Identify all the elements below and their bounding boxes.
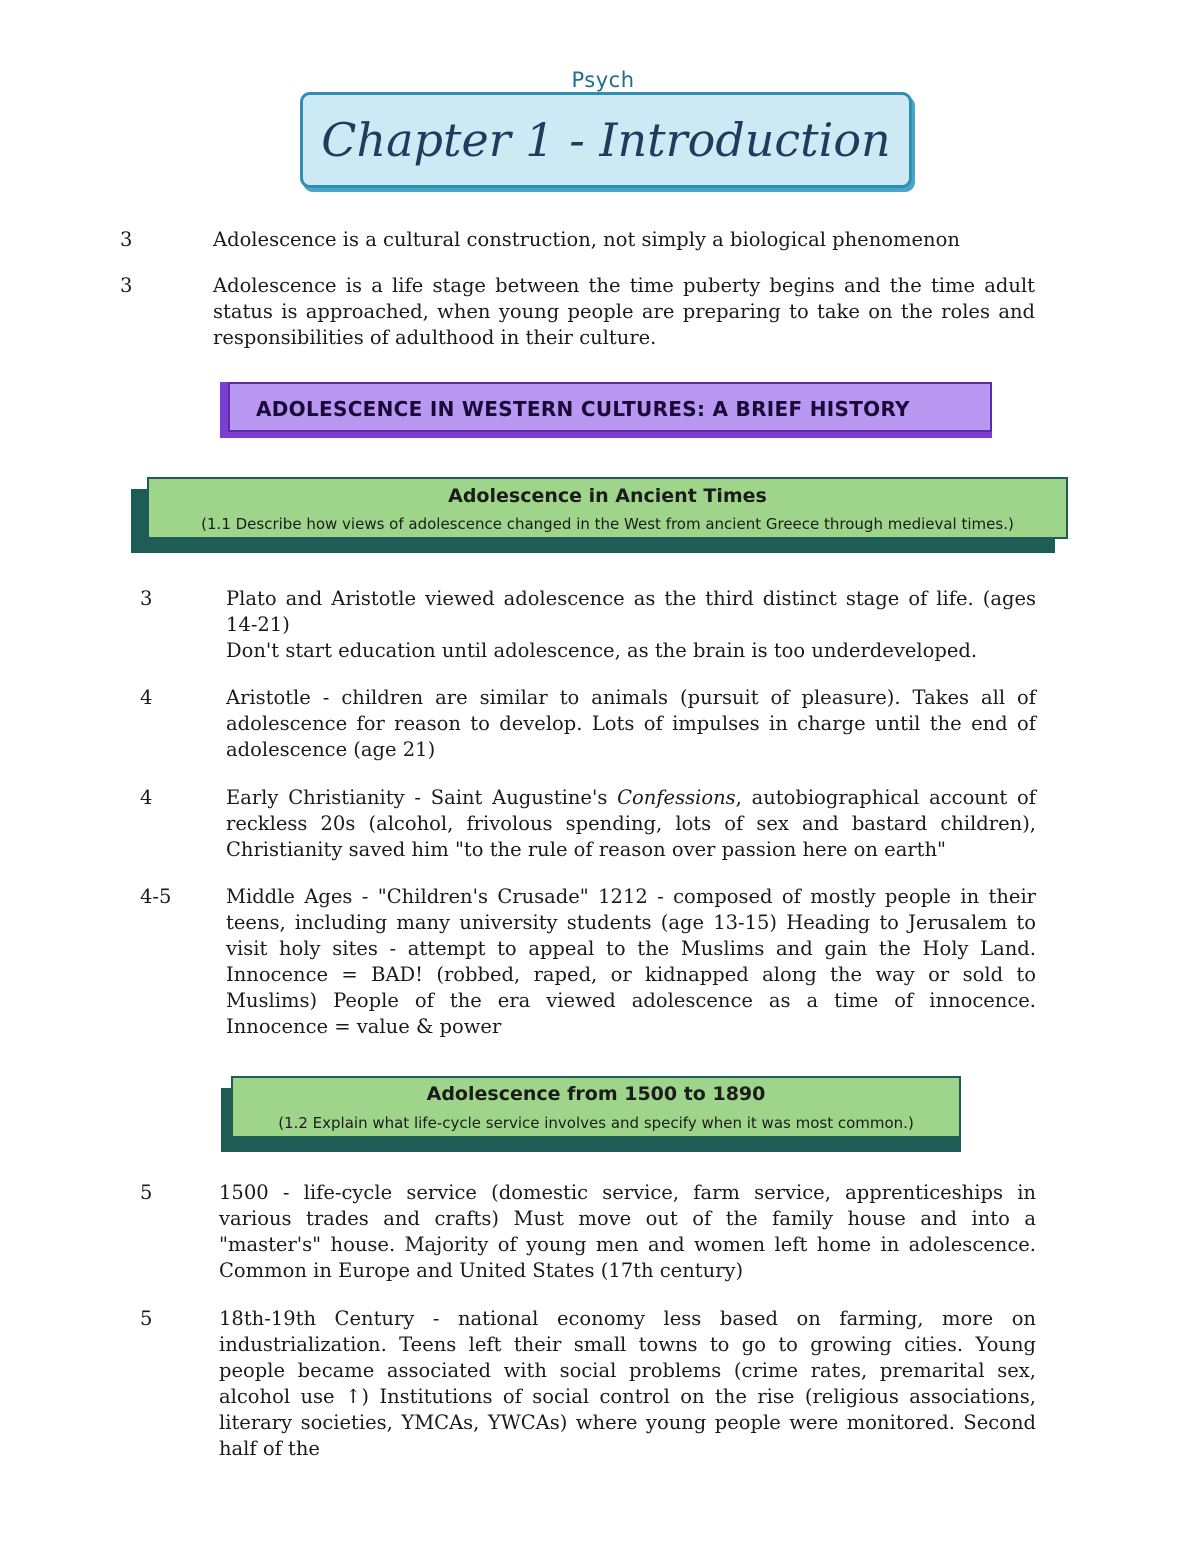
section-banner [220, 382, 992, 438]
item-text: Adolescence is a cultural construction, not simply a biological phenomenon [213, 228, 960, 251]
item-text: Middle Ages - "Children's Crusade" 1212 - composed of mostly people in their teens, including many university students (age 13-15) Heading to Jerusalem to visit holy sites - attempt to appeal to the Muslims and gain the Holy Land. Innocence = BAD! (robbed, raped, or kidnapped along the way or sold to Muslims) People of the era viewed adolescence as a time of innocence. Innocence = value & power [226, 885, 1036, 1038]
page-number: 4-5 [140, 885, 172, 908]
item-text: Early Christianity - Saint Augustine's Confessions, autobiographical account of reckless 20s (alcohol, frivolous spending, lots of sex and bastard children), Christianity saved him "to the rule of reason over passion here on earth" [226, 786, 1036, 861]
item-text: Adolescence is a life stage between the time puberty begins and the time adult status is approached, when young people are preparing to take on the roles and responsibilities of adulthood in their culture. [213, 274, 1035, 349]
learning-objective: (1.2 Explain what life-cycle service involves and specify when it was most common.) [278, 1114, 914, 1132]
page-number: 3 [120, 274, 133, 297]
chapter-title-box [300, 92, 912, 188]
page-number: 3 [140, 587, 153, 610]
page-number: 3 [120, 228, 133, 251]
section-heading: Adolescence from 1500 to 1890 [426, 1083, 766, 1105]
item-text: 18th-19th Century - national economy less based on farming, more on industrialization. Teens left their small towns to go to growing cities. Young people became associated with social problems (crime rates, premarital sex, alcohol use ↑) Institutions of social control on the rise (religious associations, literary societies, YMCAs, YWCAs) where young people were monitored. Second half of the [219, 1307, 1036, 1460]
learning-objective: (1.1 Describe how views of adolescence changed in the West from ancient Greece through medieval times.) [201, 515, 1014, 533]
section-heading: Adolescence in Ancient Times [448, 485, 767, 507]
page-number: 5 [140, 1307, 153, 1330]
item-text: Aristotle - children are similar to animals (pursuit of pleasure). Takes all of adolescence for reason to develop. Lots of impulses in charge until the end of adolescence (age 21) [226, 686, 1036, 761]
course-label: Psych [571, 68, 635, 92]
page-number: 4 [140, 686, 153, 709]
item-text: 1500 - life-cycle service (domestic service, farm service, apprenticeships in various trades and crafts) Must move out of the family house and into a "master's" house. Majority of young men and women left home in adolescence. Common in Europe and United States (17th century) [219, 1181, 1036, 1282]
section-banner-text: ADOLESCENCE IN WESTERN CULTURES: A BRIEF HISTORY [256, 397, 910, 421]
chapter-title: Chapter 1 - Introduction [321, 113, 891, 167]
page-number: 5 [140, 1181, 153, 1204]
item-text: Don't start education until adolescence, as the brain is too underdeveloped. [226, 639, 978, 662]
section-heading-box [231, 1076, 961, 1138]
section-heading-box [147, 477, 1068, 539]
item-text: Plato and Aristotle viewed adolescence as the third distinct stage of life. (ages 14-21) [226, 587, 1036, 636]
page-number: 4 [140, 786, 153, 809]
book-title: Confessions [617, 786, 736, 809]
